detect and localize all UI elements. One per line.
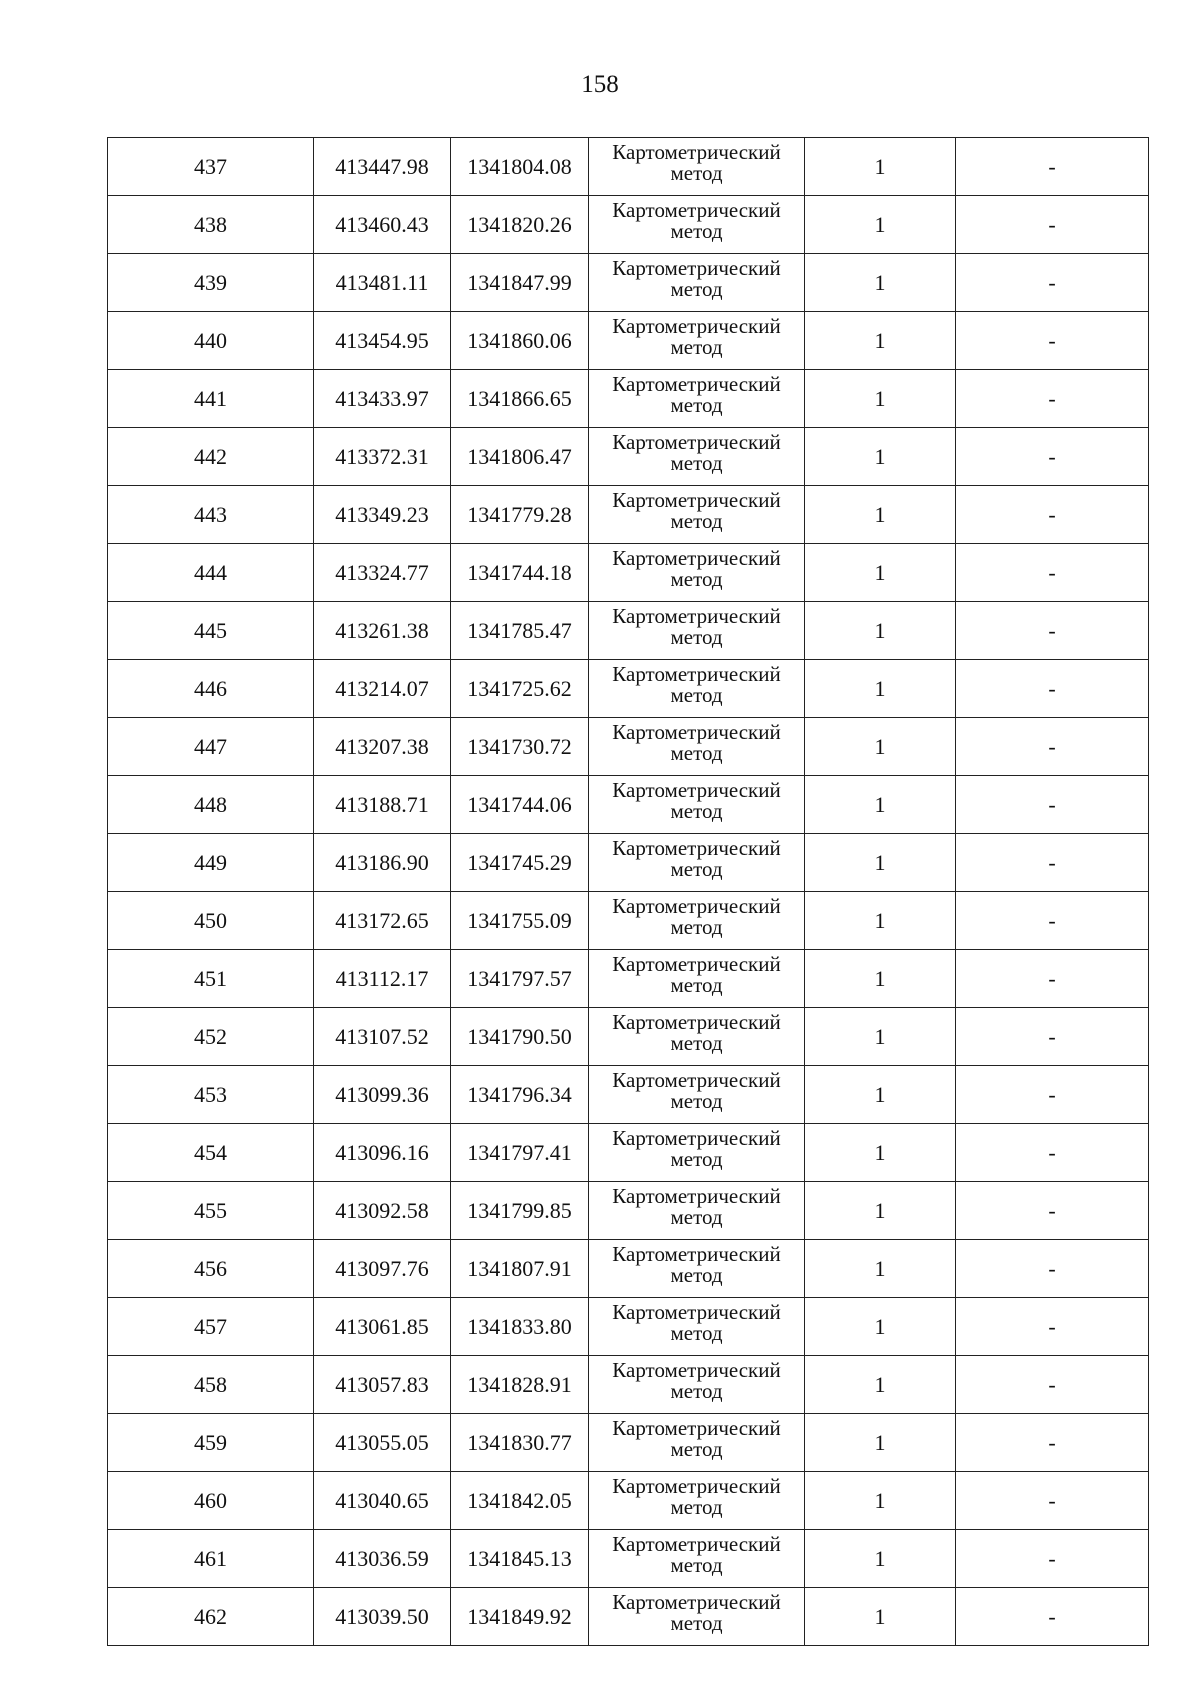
y-coordinate-cell: 1341744.18 [451,544,589,602]
accuracy-cell: 1 [805,660,956,718]
method-line-2: метод [670,335,723,359]
note-cell: - [956,254,1149,312]
y-coordinate-cell: 1341828.91 [451,1356,589,1414]
method-cell [589,1124,805,1182]
method-line-1: Картометрический [612,314,781,338]
y-coordinate-cell: 1341797.41 [451,1124,589,1182]
accuracy-cell: 1 [805,428,956,486]
method-line-2: метод [670,625,723,649]
point-number-cell: 447 [108,718,314,776]
x-coordinate-cell: 413372.31 [314,428,451,486]
accuracy-cell: 1 [805,1182,956,1240]
method-cell [589,138,805,196]
note-cell: - [956,1066,1149,1124]
accuracy-cell: 1 [805,544,956,602]
y-coordinate-cell: 1341796.34 [451,1066,589,1124]
method-line-2: метод [670,915,723,939]
method-cell [589,196,805,254]
note-cell: - [956,1356,1149,1414]
method-line-1: Картометрический [612,1590,781,1614]
y-coordinate-cell: 1341860.06 [451,312,589,370]
point-number-cell: 462 [108,1588,314,1646]
x-coordinate-cell: 413057.83 [314,1356,451,1414]
x-coordinate-cell: 413096.16 [314,1124,451,1182]
method-cell [589,1588,805,1646]
y-coordinate-cell: 1341847.99 [451,254,589,312]
point-number-cell: 437 [108,138,314,196]
table-row [108,1298,1149,1356]
method-line-1: Картометрический [612,952,781,976]
accuracy-cell: 1 [805,1414,956,1472]
note-cell: - [956,1240,1149,1298]
note-cell: - [956,370,1149,428]
method-cell [589,602,805,660]
note-cell: - [956,1298,1149,1356]
x-coordinate-cell: 413061.85 [314,1298,451,1356]
table-row [108,892,1149,950]
note-cell: - [956,776,1149,834]
y-coordinate-cell: 1341755.09 [451,892,589,950]
y-coordinate-cell: 1341849.92 [451,1588,589,1646]
accuracy-cell: 1 [805,370,956,428]
y-coordinate-cell: 1341806.47 [451,428,589,486]
point-number-cell: 448 [108,776,314,834]
accuracy-cell: 1 [805,776,956,834]
method-line-1: Картометрический [612,1242,781,1266]
x-coordinate-cell: 413349.23 [314,486,451,544]
table-row [108,1240,1149,1298]
method-line-2: метод [670,1495,723,1519]
x-coordinate-cell: 413433.97 [314,370,451,428]
method-cell [589,1356,805,1414]
method-line-2: метод [670,1379,723,1403]
table-row [108,718,1149,776]
method-cell [589,1240,805,1298]
method-cell [589,1066,805,1124]
note-cell: - [956,834,1149,892]
table-row [108,428,1149,486]
table-row [108,602,1149,660]
x-coordinate-cell: 413097.76 [314,1240,451,1298]
method-line-1: Картометрический [612,198,781,222]
point-number-cell: 445 [108,602,314,660]
method-line-2: метод [670,683,723,707]
table-row [108,1530,1149,1588]
note-cell: - [956,1124,1149,1182]
accuracy-cell: 1 [805,892,956,950]
method-cell [589,1530,805,1588]
point-number-cell: 454 [108,1124,314,1182]
table-row [108,1472,1149,1530]
table-row [108,1008,1149,1066]
y-coordinate-cell: 1341804.08 [451,138,589,196]
point-number-cell: 441 [108,370,314,428]
method-line-2: метод [670,1089,723,1113]
table-row [108,254,1149,312]
y-coordinate-cell: 1341725.62 [451,660,589,718]
method-line-2: метод [670,567,723,591]
method-cell [589,718,805,776]
method-line-2: метод [670,799,723,823]
method-cell [589,1182,805,1240]
method-line-1: Картометрический [612,488,781,512]
method-cell [589,1414,805,1472]
point-number-cell: 443 [108,486,314,544]
method-line-1: Картометрический [612,372,781,396]
x-coordinate-cell: 413186.90 [314,834,451,892]
method-cell [589,892,805,950]
table-row [108,138,1149,196]
note-cell: - [956,486,1149,544]
accuracy-cell: 1 [805,1356,956,1414]
method-line-1: Картометрический [612,1184,781,1208]
y-coordinate-cell: 1341842.05 [451,1472,589,1530]
method-line-2: метод [670,509,723,533]
method-line-2: метод [670,741,723,765]
method-line-2: метод [670,1321,723,1345]
point-number-cell: 440 [108,312,314,370]
point-number-cell: 458 [108,1356,314,1414]
method-line-1: Картометрический [612,662,781,686]
note-cell: - [956,1588,1149,1646]
method-line-1: Картометрический [612,1474,781,1498]
method-line-1: Картометрический [612,140,781,164]
method-line-1: Картометрический [612,1126,781,1150]
method-cell [589,428,805,486]
accuracy-cell: 1 [805,312,956,370]
method-cell [589,834,805,892]
y-coordinate-cell: 1341866.65 [451,370,589,428]
method-line-1: Картометрический [612,1010,781,1034]
note-cell: - [956,544,1149,602]
table-row [108,776,1149,834]
point-number-cell: 438 [108,196,314,254]
method-line-2: метод [670,219,723,243]
method-cell [589,544,805,602]
point-number-cell: 442 [108,428,314,486]
table-row [108,1066,1149,1124]
method-line-2: метод [670,857,723,881]
accuracy-cell: 1 [805,1240,956,1298]
note-cell: - [956,196,1149,254]
accuracy-cell: 1 [805,254,956,312]
accuracy-cell: 1 [805,950,956,1008]
point-number-cell: 439 [108,254,314,312]
y-coordinate-cell: 1341745.29 [451,834,589,892]
table-row [108,486,1149,544]
accuracy-cell: 1 [805,834,956,892]
x-coordinate-cell: 413092.58 [314,1182,451,1240]
method-cell [589,254,805,312]
method-line-1: Картометрический [612,604,781,628]
y-coordinate-cell: 1341807.91 [451,1240,589,1298]
method-cell [589,1008,805,1066]
table-row [108,312,1149,370]
method-cell [589,950,805,1008]
accuracy-cell: 1 [805,718,956,776]
point-number-cell: 459 [108,1414,314,1472]
method-line-1: Картометрический [612,1358,781,1382]
note-cell: - [956,1008,1149,1066]
point-number-cell: 453 [108,1066,314,1124]
x-coordinate-cell: 413112.17 [314,950,451,1008]
accuracy-cell: 1 [805,1298,956,1356]
accuracy-cell: 1 [805,196,956,254]
y-coordinate-cell: 1341820.26 [451,196,589,254]
accuracy-cell: 1 [805,138,956,196]
method-line-2: метод [670,1205,723,1229]
coordinates-table [107,137,1149,1646]
method-line-2: метод [670,451,723,475]
note-cell: - [956,602,1149,660]
point-number-cell: 461 [108,1530,314,1588]
x-coordinate-cell: 413055.05 [314,1414,451,1472]
page-number: 158 [581,71,619,98]
accuracy-cell: 1 [805,1588,956,1646]
accuracy-cell: 1 [805,486,956,544]
y-coordinate-cell: 1341785.47 [451,602,589,660]
method-cell [589,660,805,718]
note-cell: - [956,950,1149,1008]
method-line-2: метод [670,393,723,417]
table-row [108,950,1149,1008]
method-line-2: метод [670,1553,723,1577]
point-number-cell: 456 [108,1240,314,1298]
point-number-cell: 450 [108,892,314,950]
method-line-1: Картометрический [612,894,781,918]
table-row [108,544,1149,602]
point-number-cell: 451 [108,950,314,1008]
accuracy-cell: 1 [805,602,956,660]
method-cell [589,312,805,370]
x-coordinate-cell: 413099.36 [314,1066,451,1124]
accuracy-cell: 1 [805,1530,956,1588]
method-line-2: метод [670,1147,723,1171]
y-coordinate-cell: 1341799.85 [451,1182,589,1240]
method-cell [589,486,805,544]
point-number-cell: 457 [108,1298,314,1356]
method-line-2: метод [670,1031,723,1055]
note-cell: - [956,1182,1149,1240]
method-line-1: Картометрический [612,1416,781,1440]
y-coordinate-cell: 1341833.80 [451,1298,589,1356]
x-coordinate-cell: 413172.65 [314,892,451,950]
table-row [108,1588,1149,1646]
x-coordinate-cell: 413447.98 [314,138,451,196]
table-row [108,834,1149,892]
method-cell [589,1298,805,1356]
point-number-cell: 449 [108,834,314,892]
method-cell [589,776,805,834]
point-number-cell: 452 [108,1008,314,1066]
x-coordinate-cell: 413036.59 [314,1530,451,1588]
y-coordinate-cell: 1341797.57 [451,950,589,1008]
x-coordinate-cell: 413188.71 [314,776,451,834]
method-line-1: Картометрический [612,1300,781,1324]
x-coordinate-cell: 413261.38 [314,602,451,660]
x-coordinate-cell: 413481.11 [314,254,451,312]
note-cell: - [956,428,1149,486]
method-cell [589,1472,805,1530]
y-coordinate-cell: 1341790.50 [451,1008,589,1066]
method-line-1: Картометрический [612,546,781,570]
x-coordinate-cell: 413460.43 [314,196,451,254]
method-line-1: Картометрический [612,1068,781,1092]
method-line-2: метод [670,1437,723,1461]
method-line-2: метод [670,277,723,301]
y-coordinate-cell: 1341779.28 [451,486,589,544]
x-coordinate-cell: 413040.65 [314,1472,451,1530]
x-coordinate-cell: 413107.52 [314,1008,451,1066]
table-row [108,1124,1149,1182]
x-coordinate-cell: 413324.77 [314,544,451,602]
point-number-cell: 455 [108,1182,314,1240]
y-coordinate-cell: 1341730.72 [451,718,589,776]
x-coordinate-cell: 413214.07 [314,660,451,718]
table-row [108,196,1149,254]
x-coordinate-cell: 413454.95 [314,312,451,370]
method-line-1: Картометрический [612,1532,781,1556]
method-line-2: метод [670,973,723,997]
table-row [108,1414,1149,1472]
table-row [108,1182,1149,1240]
method-cell [589,370,805,428]
accuracy-cell: 1 [805,1008,956,1066]
y-coordinate-cell: 1341744.06 [451,776,589,834]
note-cell: - [956,1414,1149,1472]
method-line-1: Картометрический [612,836,781,860]
point-number-cell: 460 [108,1472,314,1530]
method-line-1: Картометрический [612,720,781,744]
table-row [108,660,1149,718]
note-cell: - [956,718,1149,776]
accuracy-cell: 1 [805,1066,956,1124]
table-row [108,1356,1149,1414]
method-line-1: Картометрический [612,430,781,454]
y-coordinate-cell: 1341845.13 [451,1530,589,1588]
accuracy-cell: 1 [805,1472,956,1530]
note-cell: - [956,312,1149,370]
method-line-2: метод [670,161,723,185]
x-coordinate-cell: 413207.38 [314,718,451,776]
accuracy-cell: 1 [805,1124,956,1182]
note-cell: - [956,1472,1149,1530]
x-coordinate-cell: 413039.50 [314,1588,451,1646]
method-line-1: Картометрический [612,256,781,280]
table-row [108,370,1149,428]
table-body [108,138,1149,1646]
note-cell: - [956,660,1149,718]
method-line-1: Картометрический [612,778,781,802]
method-line-2: метод [670,1611,723,1635]
note-cell: - [956,138,1149,196]
note-cell: - [956,892,1149,950]
note-cell: - [956,1530,1149,1588]
method-line-2: метод [670,1263,723,1287]
point-number-cell: 446 [108,660,314,718]
y-coordinate-cell: 1341830.77 [451,1414,589,1472]
point-number-cell: 444 [108,544,314,602]
